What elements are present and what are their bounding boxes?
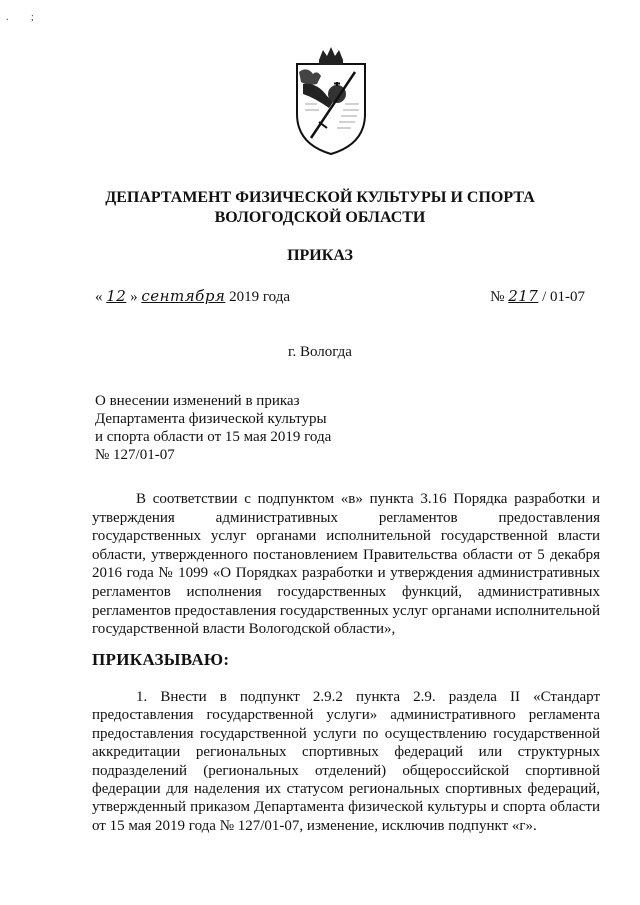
number-suffix: / 01-07 <box>542 289 585 305</box>
department-line-1: ДЕПАРТАМЕНТ ФИЗИЧЕСКОЙ КУЛЬТУРЫ И СПОРТА <box>105 189 535 206</box>
subject-line: и спорта области от 15 мая 2019 года <box>95 429 332 445</box>
order-item-1 <box>92 688 600 835</box>
order-date <box>95 287 290 306</box>
scan-marks: . ; <box>6 12 44 23</box>
document-type: ПРИКАЗ <box>287 247 353 264</box>
coat-of-arms-icon <box>293 44 369 156</box>
item-1-text: 1. Внести в подпункт 2.9.2 пункта 2.9. раздела II «Стандарт предоставления государственной услуги» административного регламента предоставления государственной услуги по осуществлению государственной аккредитации региональных спортивных федераций или структурных подразделений (региональных отделений) общероссийской спортивной федерации для наделения их статусом региональных спортивных федераций, утвержденный приказом Департамента физической культуры и спорта области от 15 мая 2019 года № 127/01-07, изменение, исключив подпункт «г». <box>92 689 600 834</box>
subject-line: Департамента физической культуры <box>95 411 327 427</box>
department-line-2: ВОЛОГОДСКОЙ ОБЛАСТИ <box>214 209 426 226</box>
number-prefix: № <box>490 289 505 305</box>
date-open-quote: « <box>95 289 103 305</box>
preamble-paragraph <box>92 490 600 639</box>
date-month: сентября <box>141 287 226 305</box>
date-close-quote: » <box>130 289 138 305</box>
subject-line: О внесении изменений в приказ <box>95 393 300 409</box>
date-day: 12 <box>106 287 127 305</box>
decree-heading: ПРИКАЗЫВАЮ: <box>92 650 230 669</box>
number-handwritten: 217 <box>508 287 539 305</box>
department-name <box>0 188 640 228</box>
preamble-text: В соответствии с подпунктом «в» пункта 3.16 Порядка разработки и утверждения административных регламентов предоставления государственных услуг органами исполнительной государственной власти области, утвержденного постановлением Правительства области от 5 декабря 2016 года № 1099 «О Порядках разработки и утверждения административных регламентов исполнения государственных функций, административных регламентов предоставления государственных услуг органами исполнительной государственной власти Вологодской области», <box>92 491 601 638</box>
order-subject <box>95 392 395 464</box>
subject-line: № 127/01-07 <box>95 447 175 463</box>
order-number <box>490 287 585 306</box>
city-name: г. Вологда <box>288 344 352 360</box>
date-year: 2019 года <box>229 289 290 305</box>
